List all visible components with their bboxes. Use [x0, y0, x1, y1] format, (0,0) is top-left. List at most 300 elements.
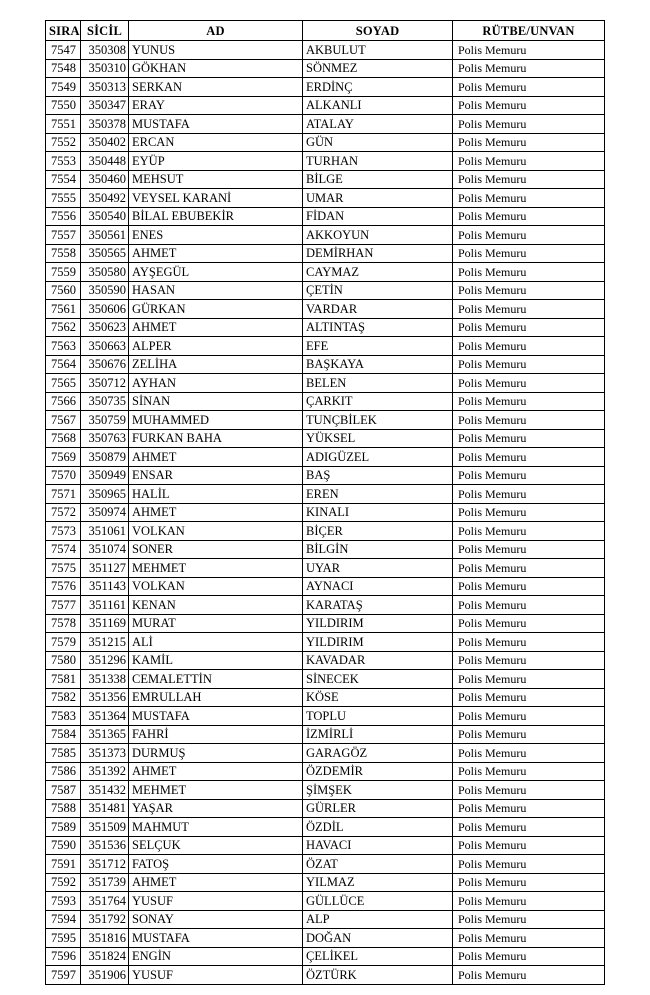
cell-soyad: SİNECEK — [303, 670, 453, 689]
table-row — [46, 559, 605, 578]
cell-sicil: 350347 — [81, 96, 129, 115]
table-row — [46, 300, 605, 319]
cell-ad: AYHAN — [129, 374, 303, 393]
cell-sicil: 351481 — [81, 799, 129, 818]
cell-sicil: 350623 — [81, 318, 129, 337]
cell-ad: YUNUS — [129, 41, 303, 60]
cell-soyad: ÖZAT — [303, 855, 453, 874]
cell-ad: GÜRKAN — [129, 300, 303, 319]
table-row — [46, 799, 605, 818]
cell-ad: EYÜP — [129, 152, 303, 171]
cell-ad: SONAY — [129, 910, 303, 929]
cell-sira: 7585 — [46, 744, 81, 763]
cell-ad: BİLAL EBUBEKİR — [129, 207, 303, 226]
cell-sicil: 351074 — [81, 540, 129, 559]
cell-ad: SONER — [129, 540, 303, 559]
cell-rutbe: Polis Memuru — [453, 725, 605, 744]
cell-soyad: ÖZDEMİR — [303, 762, 453, 781]
cell-ad: MEHMET — [129, 781, 303, 800]
cell-rutbe: Polis Memuru — [453, 836, 605, 855]
cell-ad: ENGİN — [129, 947, 303, 966]
cell-rutbe: Polis Memuru — [453, 411, 605, 430]
table-row — [46, 633, 605, 652]
cell-soyad: YILDIRIM — [303, 633, 453, 652]
cell-sicil: 350378 — [81, 115, 129, 134]
table-row — [46, 411, 605, 430]
personnel-roster-table — [45, 20, 605, 985]
cell-sicil: 351161 — [81, 596, 129, 615]
cell-ad: HASAN — [129, 281, 303, 300]
cell-soyad: ALKANLI — [303, 96, 453, 115]
cell-soyad: ADIGÜZEL — [303, 448, 453, 467]
cell-rutbe: Polis Memuru — [453, 226, 605, 245]
cell-ad: ENSAR — [129, 466, 303, 485]
cell-ad: SİNAN — [129, 392, 303, 411]
column-header-rutbe: RÜTBE/UNVAN — [453, 21, 605, 41]
cell-rutbe: Polis Memuru — [453, 429, 605, 448]
column-header-sira: SIRA — [46, 21, 81, 41]
cell-rutbe: Polis Memuru — [453, 300, 605, 319]
cell-soyad: ATALAY — [303, 115, 453, 134]
cell-sira: 7547 — [46, 41, 81, 60]
cell-rutbe: Polis Memuru — [453, 263, 605, 282]
table-row — [46, 337, 605, 356]
cell-soyad: ŞİMŞEK — [303, 781, 453, 800]
cell-sicil: 350763 — [81, 429, 129, 448]
cell-sicil: 350663 — [81, 337, 129, 356]
cell-soyad: KÖSE — [303, 688, 453, 707]
cell-rutbe: Polis Memuru — [453, 485, 605, 504]
cell-ad: GÖKHAN — [129, 59, 303, 78]
cell-ad: MEHSUT — [129, 170, 303, 189]
cell-sira: 7590 — [46, 836, 81, 855]
cell-rutbe: Polis Memuru — [453, 614, 605, 633]
column-header-sicil: SİCİL — [81, 21, 129, 41]
cell-soyad: ÇARKIT — [303, 392, 453, 411]
cell-soyad: İZMİRLİ — [303, 725, 453, 744]
cell-soyad: DEMİRHAN — [303, 244, 453, 263]
cell-ad: VOLKAN — [129, 522, 303, 541]
cell-soyad: ÖZTÜRK — [303, 966, 453, 985]
cell-sira: 7568 — [46, 429, 81, 448]
cell-soyad: EREN — [303, 485, 453, 504]
cell-sicil: 350580 — [81, 263, 129, 282]
cell-ad: FATOŞ — [129, 855, 303, 874]
cell-sicil: 350735 — [81, 392, 129, 411]
cell-ad: MUSTAFA — [129, 707, 303, 726]
table-row — [46, 244, 605, 263]
cell-sira: 7571 — [46, 485, 81, 504]
cell-sira: 7559 — [46, 263, 81, 282]
cell-sicil: 351536 — [81, 836, 129, 855]
cell-sira: 7591 — [46, 855, 81, 874]
cell-sicil: 351816 — [81, 929, 129, 948]
table-row — [46, 762, 605, 781]
cell-sira: 7596 — [46, 947, 81, 966]
cell-sira: 7575 — [46, 559, 81, 578]
cell-sira: 7582 — [46, 688, 81, 707]
cell-sicil: 351792 — [81, 910, 129, 929]
cell-ad: FURKAN BAHA — [129, 429, 303, 448]
cell-soyad: CAYMAZ — [303, 263, 453, 282]
cell-sira: 7566 — [46, 392, 81, 411]
cell-rutbe: Polis Memuru — [453, 744, 605, 763]
cell-ad: AHMET — [129, 244, 303, 263]
cell-sira: 7588 — [46, 799, 81, 818]
cell-sira: 7570 — [46, 466, 81, 485]
cell-rutbe: Polis Memuru — [453, 152, 605, 171]
cell-sira: 7565 — [46, 374, 81, 393]
table-row — [46, 392, 605, 411]
table-row — [46, 947, 605, 966]
cell-soyad: YÜKSEL — [303, 429, 453, 448]
cell-rutbe: Polis Memuru — [453, 670, 605, 689]
cell-sira: 7564 — [46, 355, 81, 374]
cell-soyad: ALTINTAŞ — [303, 318, 453, 337]
cell-sira: 7569 — [46, 448, 81, 467]
cell-soyad: BİLGE — [303, 170, 453, 189]
cell-rutbe: Polis Memuru — [453, 170, 605, 189]
cell-sicil: 351296 — [81, 651, 129, 670]
cell-sira: 7587 — [46, 781, 81, 800]
cell-sicil: 350308 — [81, 41, 129, 60]
table-row — [46, 670, 605, 689]
cell-sicil: 351373 — [81, 744, 129, 763]
table-row — [46, 96, 605, 115]
column-header-ad: AD — [129, 21, 303, 41]
table-row — [46, 59, 605, 78]
table-row — [46, 596, 605, 615]
cell-sicil: 351509 — [81, 818, 129, 837]
cell-rutbe: Polis Memuru — [453, 947, 605, 966]
cell-rutbe: Polis Memuru — [453, 115, 605, 134]
table-row — [46, 207, 605, 226]
cell-soyad: YILMAZ — [303, 873, 453, 892]
cell-rutbe: Polis Memuru — [453, 651, 605, 670]
table-row — [46, 929, 605, 948]
table-row — [46, 651, 605, 670]
table-row — [46, 170, 605, 189]
cell-ad: ENES — [129, 226, 303, 245]
table-row — [46, 152, 605, 171]
cell-sicil: 350879 — [81, 448, 129, 467]
cell-ad: YUSUF — [129, 892, 303, 911]
table-row — [46, 892, 605, 911]
cell-soyad: GÜLLÜCE — [303, 892, 453, 911]
cell-sicil: 351061 — [81, 522, 129, 541]
cell-soyad: EFE — [303, 337, 453, 356]
cell-sira: 7550 — [46, 96, 81, 115]
cell-soyad: YILDIRIM — [303, 614, 453, 633]
cell-soyad: BAŞ — [303, 466, 453, 485]
table-header — [46, 21, 605, 41]
cell-soyad: FİDAN — [303, 207, 453, 226]
cell-rutbe: Polis Memuru — [453, 559, 605, 578]
cell-soyad: ÖZDİL — [303, 818, 453, 837]
cell-ad: ALİ — [129, 633, 303, 652]
cell-sicil: 351143 — [81, 577, 129, 596]
table-row — [46, 614, 605, 633]
cell-sira: 7561 — [46, 300, 81, 319]
table-row — [46, 836, 605, 855]
table-row — [46, 818, 605, 837]
cell-rutbe: Polis Memuru — [453, 318, 605, 337]
cell-sicil: 351338 — [81, 670, 129, 689]
table-row — [46, 540, 605, 559]
table-row — [46, 744, 605, 763]
cell-sicil: 351764 — [81, 892, 129, 911]
cell-sicil: 351215 — [81, 633, 129, 652]
cell-ad: VOLKAN — [129, 577, 303, 596]
cell-rutbe: Polis Memuru — [453, 448, 605, 467]
cell-sicil: 350460 — [81, 170, 129, 189]
cell-rutbe: Polis Memuru — [453, 41, 605, 60]
table-row — [46, 522, 605, 541]
cell-soyad: SÖNMEZ — [303, 59, 453, 78]
cell-soyad: ÇETİN — [303, 281, 453, 300]
cell-sira: 7548 — [46, 59, 81, 78]
cell-rutbe: Polis Memuru — [453, 762, 605, 781]
table-row — [46, 725, 605, 744]
cell-ad: KENAN — [129, 596, 303, 615]
cell-sira: 7551 — [46, 115, 81, 134]
cell-ad: MURAT — [129, 614, 303, 633]
cell-sicil: 350402 — [81, 133, 129, 152]
cell-ad: EMRULLAH — [129, 688, 303, 707]
cell-sicil: 350540 — [81, 207, 129, 226]
cell-rutbe: Polis Memuru — [453, 910, 605, 929]
cell-sicil: 350949 — [81, 466, 129, 485]
table-row — [46, 41, 605, 60]
cell-soyad: UYAR — [303, 559, 453, 578]
cell-soyad: ALP — [303, 910, 453, 929]
cell-sicil: 350313 — [81, 78, 129, 97]
cell-ad: AHMET — [129, 318, 303, 337]
cell-rutbe: Polis Memuru — [453, 355, 605, 374]
cell-soyad: AYNACI — [303, 577, 453, 596]
cell-rutbe: Polis Memuru — [453, 540, 605, 559]
cell-sira: 7586 — [46, 762, 81, 781]
cell-ad: YUSUF — [129, 966, 303, 985]
cell-rutbe: Polis Memuru — [453, 59, 605, 78]
cell-sicil: 350606 — [81, 300, 129, 319]
cell-rutbe: Polis Memuru — [453, 577, 605, 596]
cell-ad: SELÇUK — [129, 836, 303, 855]
cell-sicil: 351364 — [81, 707, 129, 726]
cell-sira: 7580 — [46, 651, 81, 670]
table-body — [46, 41, 605, 985]
cell-sicil: 350565 — [81, 244, 129, 263]
table-row — [46, 503, 605, 522]
table-row — [46, 374, 605, 393]
cell-sira: 7560 — [46, 281, 81, 300]
cell-ad: MUSTAFA — [129, 929, 303, 948]
table-row — [46, 115, 605, 134]
cell-rutbe: Polis Memuru — [453, 207, 605, 226]
cell-sicil: 351739 — [81, 873, 129, 892]
cell-soyad: BAŞKAYA — [303, 355, 453, 374]
column-header-soyad: SOYAD — [303, 21, 453, 41]
cell-ad: MUHAMMED — [129, 411, 303, 430]
cell-sira: 7557 — [46, 226, 81, 245]
cell-sira: 7552 — [46, 133, 81, 152]
cell-ad: MEHMET — [129, 559, 303, 578]
cell-soyad: TUNÇBİLEK — [303, 411, 453, 430]
cell-rutbe: Polis Memuru — [453, 337, 605, 356]
cell-rutbe: Polis Memuru — [453, 522, 605, 541]
cell-rutbe: Polis Memuru — [453, 855, 605, 874]
cell-sira: 7584 — [46, 725, 81, 744]
cell-sicil: 351169 — [81, 614, 129, 633]
table-row — [46, 485, 605, 504]
cell-ad: ERCAN — [129, 133, 303, 152]
cell-sira: 7573 — [46, 522, 81, 541]
cell-sira: 7589 — [46, 818, 81, 837]
cell-rutbe: Polis Memuru — [453, 244, 605, 263]
cell-sicil: 351824 — [81, 947, 129, 966]
table-row — [46, 429, 605, 448]
cell-sicil: 350676 — [81, 355, 129, 374]
cell-sira: 7576 — [46, 577, 81, 596]
cell-ad: YAŞAR — [129, 799, 303, 818]
table-row — [46, 873, 605, 892]
cell-ad: AHMET — [129, 762, 303, 781]
cell-soyad: ERDİNÇ — [303, 78, 453, 97]
cell-rutbe: Polis Memuru — [453, 929, 605, 948]
cell-sira: 7592 — [46, 873, 81, 892]
cell-rutbe: Polis Memuru — [453, 781, 605, 800]
cell-ad: AYŞEGÜL — [129, 263, 303, 282]
cell-soyad: BİÇER — [303, 522, 453, 541]
table-row — [46, 318, 605, 337]
cell-sicil: 350590 — [81, 281, 129, 300]
table-row — [46, 263, 605, 282]
cell-ad: SERKAN — [129, 78, 303, 97]
cell-ad: AHMET — [129, 448, 303, 467]
table-row — [46, 355, 605, 374]
cell-sicil: 351392 — [81, 762, 129, 781]
cell-ad: MUSTAFA — [129, 115, 303, 134]
cell-rutbe: Polis Memuru — [453, 503, 605, 522]
cell-soyad: GARAGÖZ — [303, 744, 453, 763]
cell-rutbe: Polis Memuru — [453, 707, 605, 726]
table-row — [46, 78, 605, 97]
cell-sira: 7556 — [46, 207, 81, 226]
cell-rutbe: Polis Memuru — [453, 892, 605, 911]
cell-sicil: 350712 — [81, 374, 129, 393]
cell-sira: 7593 — [46, 892, 81, 911]
cell-sira: 7554 — [46, 170, 81, 189]
table-row — [46, 133, 605, 152]
cell-soyad: ÇELİKEL — [303, 947, 453, 966]
cell-ad: DURMUŞ — [129, 744, 303, 763]
cell-sira: 7555 — [46, 189, 81, 208]
cell-sira: 7597 — [46, 966, 81, 985]
cell-rutbe: Polis Memuru — [453, 374, 605, 393]
cell-sira: 7577 — [46, 596, 81, 615]
cell-rutbe: Polis Memuru — [453, 799, 605, 818]
cell-soyad: KAVADAR — [303, 651, 453, 670]
table-row — [46, 910, 605, 929]
cell-ad: AHMET — [129, 503, 303, 522]
table-row — [46, 966, 605, 985]
cell-sicil: 351127 — [81, 559, 129, 578]
cell-sicil: 350965 — [81, 485, 129, 504]
cell-soyad: GÜRLER — [303, 799, 453, 818]
cell-sicil: 350492 — [81, 189, 129, 208]
cell-rutbe: Polis Memuru — [453, 96, 605, 115]
cell-rutbe: Polis Memuru — [453, 633, 605, 652]
cell-sicil: 351365 — [81, 725, 129, 744]
cell-soyad: VARDAR — [303, 300, 453, 319]
table-row — [46, 688, 605, 707]
table-row — [46, 448, 605, 467]
cell-sicil: 350561 — [81, 226, 129, 245]
cell-soyad: BELEN — [303, 374, 453, 393]
table-row — [46, 189, 605, 208]
cell-soyad: HAVACI — [303, 836, 453, 855]
cell-sicil: 351712 — [81, 855, 129, 874]
cell-sira: 7549 — [46, 78, 81, 97]
cell-sira: 7579 — [46, 633, 81, 652]
cell-soyad: GÜN — [303, 133, 453, 152]
table-row — [46, 781, 605, 800]
cell-ad: ALPER — [129, 337, 303, 356]
table-header-row — [46, 21, 605, 41]
cell-sicil: 350448 — [81, 152, 129, 171]
cell-soyad: AKBULUT — [303, 41, 453, 60]
cell-rutbe: Polis Memuru — [453, 873, 605, 892]
cell-ad: HALİL — [129, 485, 303, 504]
cell-rutbe: Polis Memuru — [453, 281, 605, 300]
cell-rutbe: Polis Memuru — [453, 392, 605, 411]
cell-soyad: KARATAŞ — [303, 596, 453, 615]
cell-rutbe: Polis Memuru — [453, 688, 605, 707]
cell-soyad: BİLGİN — [303, 540, 453, 559]
table-row — [46, 577, 605, 596]
table-row — [46, 226, 605, 245]
cell-ad: KAMİL — [129, 651, 303, 670]
table-row — [46, 855, 605, 874]
cell-soyad: TURHAN — [303, 152, 453, 171]
cell-soyad: DOĞAN — [303, 929, 453, 948]
cell-rutbe: Polis Memuru — [453, 466, 605, 485]
cell-ad: FAHRİ — [129, 725, 303, 744]
cell-sira: 7558 — [46, 244, 81, 263]
cell-sicil: 350759 — [81, 411, 129, 430]
cell-sicil: 351356 — [81, 688, 129, 707]
cell-ad: ZELİHA — [129, 355, 303, 374]
cell-sira: 7562 — [46, 318, 81, 337]
cell-sira: 7595 — [46, 929, 81, 948]
cell-ad: ERAY — [129, 96, 303, 115]
cell-soyad: UMAR — [303, 189, 453, 208]
cell-rutbe: Polis Memuru — [453, 189, 605, 208]
cell-sira: 7578 — [46, 614, 81, 633]
cell-rutbe: Polis Memuru — [453, 818, 605, 837]
cell-soyad: KINALI — [303, 503, 453, 522]
cell-rutbe: Polis Memuru — [453, 596, 605, 615]
table-row — [46, 466, 605, 485]
cell-ad: CEMALETTİN — [129, 670, 303, 689]
cell-sicil: 350974 — [81, 503, 129, 522]
cell-rutbe: Polis Memuru — [453, 966, 605, 985]
cell-sira: 7583 — [46, 707, 81, 726]
cell-sira: 7574 — [46, 540, 81, 559]
table-row — [46, 707, 605, 726]
cell-soyad: AKKOYUN — [303, 226, 453, 245]
table-row — [46, 281, 605, 300]
